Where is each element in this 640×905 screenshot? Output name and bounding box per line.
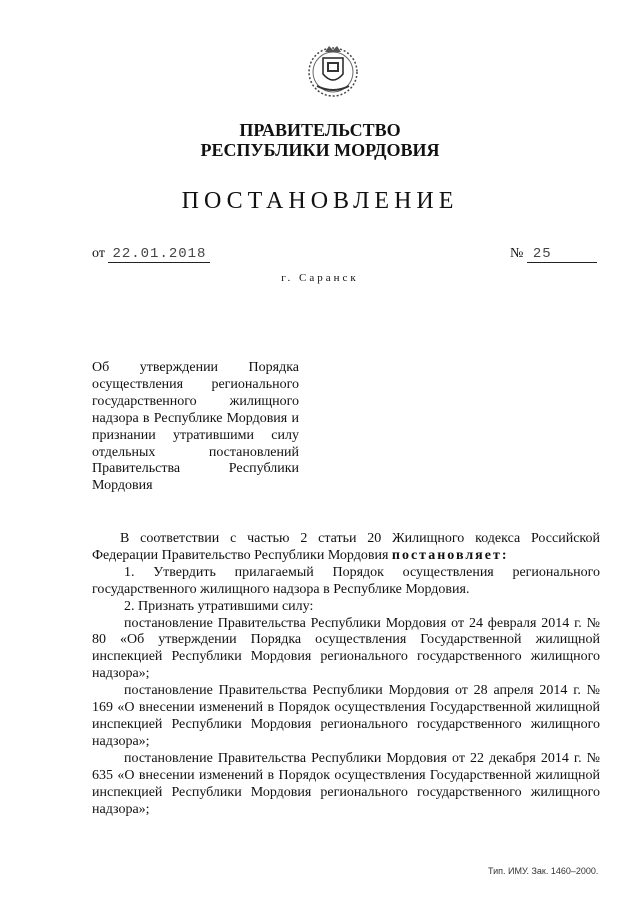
document-subject: Об утверждении Порядка осуществления регионального государственного жилищного надзора в Республике Мордовия и признании утратившими силу отдельных постановлений Правительства Республики Мордовия [92,360,299,494]
number-value: 25 [527,246,597,263]
intro-paragraph [92,531,600,565]
intro-spaced-text: постановляет: [391,547,509,563]
date-value: 22.01.2018 [108,246,210,263]
date-field [92,246,210,263]
repealed-resolution-3: постановление Правительства Республики Мордовия от 22 декабря 2014 г. № 635 «О внесении изменений в Порядок осуществления Государственной жилищной инспекцией Республики Мордовия регионального государственного жилищного надзора»; [92,750,600,817]
print-footer: Тип. ИМУ. Зак. 1460–2000. [488,866,599,876]
organization-name-line1: ПРАВИТЕЛЬСТВО [239,120,401,140]
intro-text: В соответствии с частью 2 статьи 20 Жилищного кодекса Российской Федерации Правительство Республики Мордовия [92,531,600,563]
repealed-resolution-1: постановление Правительства Республики Мордовия от 24 февраля 2014 г. № 80 «Об утверждении Порядка осуществления Государственной жилищной инспекцией Республики Мордовия регионального государственного жилищного надзора»; [92,615,600,682]
item-1: 1. Утвердить прилагаемый Порядок осуществления регионального государственного жилищного надзора в Республике Мордовия. [92,564,600,597]
document-type-title: ПОСТАНОВЛЕНИЕ [181,188,459,214]
date-label: от [92,246,105,261]
number-label: № [510,246,524,261]
organization-name-line2: РЕСПУБЛИКИ МОРДОВИЯ [200,140,440,160]
number-field [510,246,597,263]
coat-of-arms-emblem [303,40,363,100]
repealed-resolution-2: постановление Правительства Республики Мордовия от 28 апреля 2014 г. № 169 «О внесении изменений в Порядок осуществления Государственной жилищной инспекцией Республики Мордовия регионального государственного жилищного надзора»; [92,683,600,749]
city-label: г. Саранск [281,272,359,284]
document-body [92,531,600,818]
item-2: 2. Признать утратившими силу: [124,598,314,614]
